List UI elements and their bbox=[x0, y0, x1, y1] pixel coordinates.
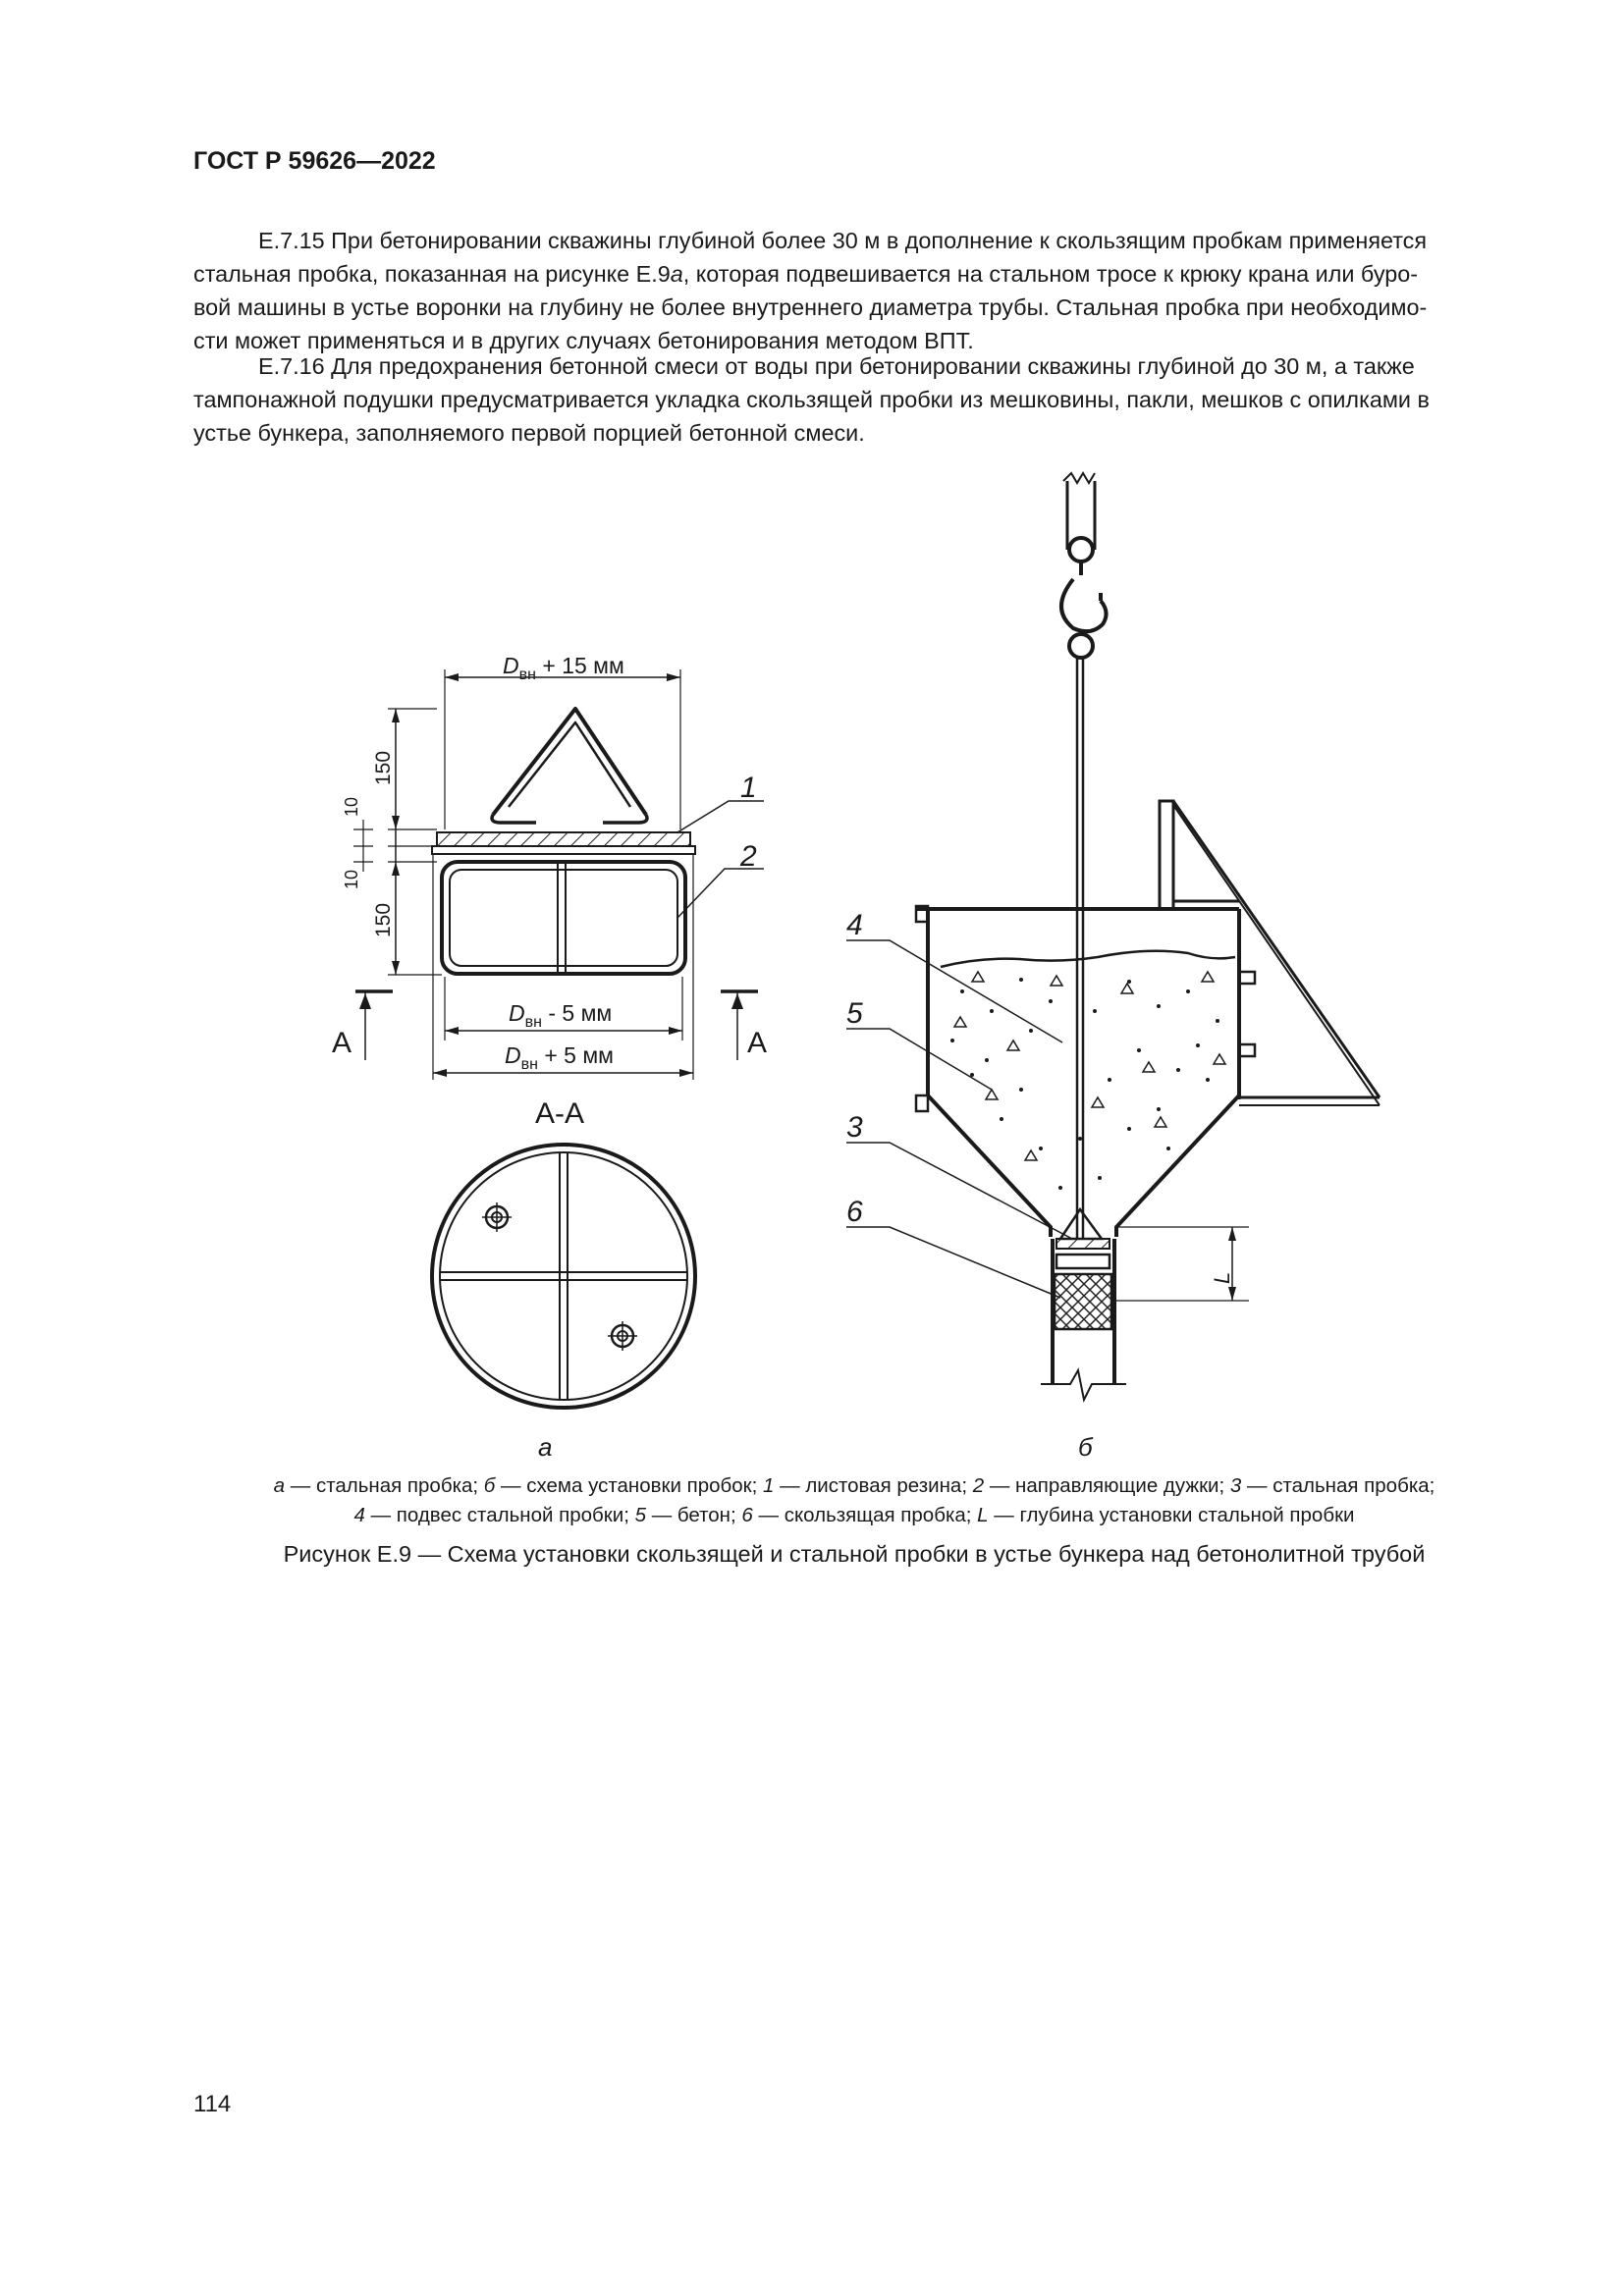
section-circle-outer bbox=[432, 1145, 695, 1408]
dim-bot-label: $D_{вн} + 5$ мм bbox=[505, 1042, 614, 1073]
dim-mid-label: $D_{вн} - 5$ мм bbox=[509, 1000, 613, 1031]
legend-part: — скользящая пробка; bbox=[752, 1504, 978, 1526]
page-number: 114 bbox=[193, 2091, 232, 2117]
legend-part: 2 bbox=[972, 1474, 985, 1497]
legend-part: — стальная пробка; bbox=[285, 1474, 484, 1497]
callout-4: 4 bbox=[846, 909, 863, 941]
callout-2: 2 bbox=[740, 840, 757, 873]
dim-L-label: L bbox=[1210, 1271, 1234, 1284]
p1-line2b: а bbox=[670, 261, 683, 287]
guide-loops-outer bbox=[442, 862, 685, 974]
dim-top-label: $D_{вн} + 15$ мм bbox=[503, 653, 624, 683]
section-a-a-view bbox=[432, 1145, 695, 1408]
callout-3: 3 bbox=[846, 1111, 863, 1144]
figure-caption: Рисунок Е.9 — Схема установки скользящей и стальной пробки в устье бункера над бетонолитной трубой bbox=[283, 1541, 1426, 1567]
legend-part: — листовая резина; bbox=[774, 1474, 973, 1497]
legend-part: 1 bbox=[763, 1474, 775, 1497]
leader-3 bbox=[846, 1143, 1072, 1239]
guide-loops-inner bbox=[450, 870, 677, 966]
p1-line3: вой машины в устье воронки на глубину не более внутреннего диаметра трубы. Стальная пробка при необходимо- bbox=[193, 294, 1428, 320]
legend-part: а bbox=[273, 1474, 286, 1497]
rubber-sheet bbox=[437, 832, 690, 846]
leader-2 bbox=[677, 869, 764, 918]
steel-plate bbox=[432, 846, 695, 854]
legend-part: б bbox=[483, 1474, 496, 1497]
callout-5: 5 bbox=[846, 997, 863, 1030]
legend-part: 5 bbox=[634, 1504, 646, 1526]
section-title: А-А bbox=[535, 1097, 585, 1130]
section-label-left: А bbox=[332, 1027, 352, 1059]
legend-part: L bbox=[977, 1504, 989, 1526]
crane-ring-top bbox=[1069, 538, 1093, 561]
dim-150-bot: 150 bbox=[372, 902, 395, 937]
steel-plug-3 bbox=[1060, 1209, 1102, 1239]
legend-line-2 bbox=[193, 1504, 1515, 1527]
frame-diagonal bbox=[1173, 801, 1380, 1097]
p2-line3: устье бункера, заполняемого первой порцией бетонной смеси. bbox=[193, 420, 865, 446]
sublabel-b: б bbox=[1078, 1432, 1093, 1462]
leader-6 bbox=[846, 1227, 1060, 1298]
legend-part: — бетон; bbox=[646, 1504, 742, 1526]
concrete-surface bbox=[941, 951, 1235, 967]
legend-part: 3 bbox=[1229, 1474, 1242, 1497]
p1-line1: Е.7.15 При бетонировании скважины глубиной более 30 м в дополнение к скользящим пробкам применяется bbox=[258, 228, 1428, 253]
hopper-scheme bbox=[846, 473, 1380, 1400]
crane-hook bbox=[1061, 561, 1107, 631]
p2-line2: тампонажной подушки предусматривается укладка скользящей пробки из мешковины, пакли, мешков с опилками в bbox=[193, 387, 1430, 412]
legend-part: — глубина установки стальной пробки bbox=[988, 1504, 1355, 1526]
callout-1: 1 bbox=[740, 772, 757, 804]
aggregate-triangles bbox=[954, 972, 1225, 1160]
p1-line2a: стальная пробка, показанная на рисунке Е.9 bbox=[193, 261, 671, 287]
document-header: ГОСТ Р 59626—2022 bbox=[193, 147, 436, 175]
sublabel-a: а bbox=[538, 1432, 553, 1462]
legend-line-1 bbox=[193, 1474, 1515, 1498]
dim-10-a: 10 bbox=[342, 796, 361, 817]
section-label-right: А bbox=[747, 1027, 768, 1059]
dim-150-top: 150 bbox=[372, 750, 395, 785]
leader-1 bbox=[677, 801, 764, 832]
callout-6: 6 bbox=[846, 1196, 863, 1228]
dim-10-b: 10 bbox=[342, 869, 361, 889]
legend-part: — схема установки пробок; bbox=[495, 1474, 764, 1497]
leader-5 bbox=[846, 1029, 992, 1090]
p2-line1: Е.7.16 Для предохранения бетонной смеси от воды при бетонировании скважины глубиной до 30 м, а также bbox=[258, 353, 1415, 379]
frame-post bbox=[1160, 801, 1173, 909]
legend-part: — стальная пробка; bbox=[1241, 1474, 1435, 1497]
legend-part: 6 bbox=[741, 1504, 753, 1526]
crane-ring-bottom bbox=[1069, 634, 1093, 658]
p1-line2c: , которая подвешивается на стальном тросе к крюку крана или буро- bbox=[682, 261, 1419, 287]
legend-part: 4 bbox=[353, 1504, 365, 1526]
legend-part: — подвес стальной пробки; bbox=[364, 1504, 635, 1526]
sliding-plug-6 bbox=[1055, 1274, 1111, 1329]
p1-line4: сти может применяться и в других случаях бетонирования методом ВПТ. bbox=[193, 328, 974, 353]
legend-part: — направляющие дужки; bbox=[984, 1474, 1230, 1497]
